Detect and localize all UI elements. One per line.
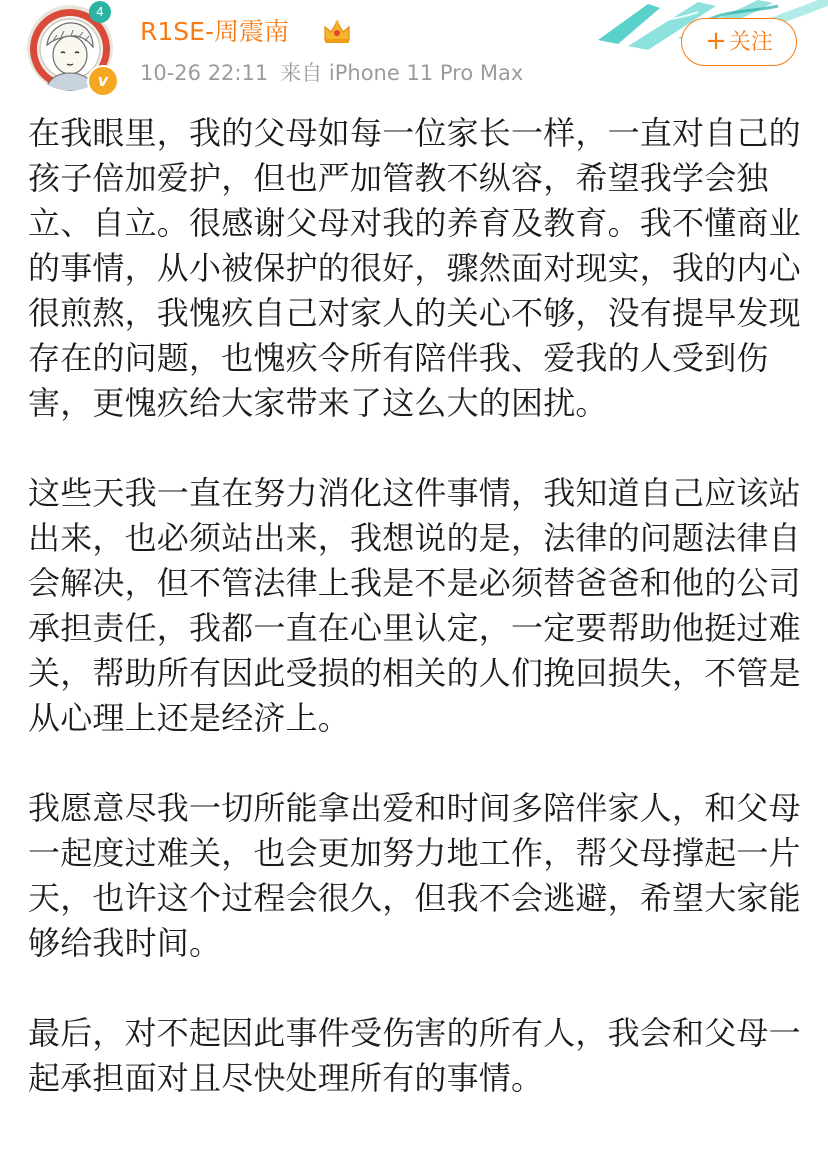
follow-button[interactable] bbox=[681, 18, 797, 66]
post-paragraph: 最后，对不起因此事件受伤害的所有人，我会和父母一起承担面对且尽快处理所有的事情。 bbox=[28, 1014, 801, 1097]
crown-icon[interactable] bbox=[322, 18, 352, 46]
post-paragraph: 这些天我一直在努力消化这件事情，我知道自己应该站出来，也必须站出来，我想说的是，法律的问题法律自会解决，但不管法律上我是不是必须替爸爸和他的公司承担责任，我都一直在心里认定，一定要帮助他挺过难关，帮助所有因此受损的相关的人们挽回损失，不管是从心理上还是经济上。 bbox=[28, 474, 801, 737]
post-meta bbox=[140, 56, 535, 90]
post-source: 来自 iPhone 11 Pro Max bbox=[280, 61, 524, 85]
verified-badge-icon: v bbox=[87, 65, 119, 97]
user-name[interactable]: R1SE-周震南 bbox=[140, 17, 289, 46]
post-header bbox=[0, 0, 828, 100]
follow-label: 关注 bbox=[728, 30, 773, 55]
number-badge-icon: 4 bbox=[89, 1, 111, 23]
post-time: 10-26 22:11 bbox=[140, 61, 269, 85]
avatar-container[interactable] bbox=[27, 5, 113, 91]
post-paragraph: 我愿意尽我一切所能拿出爱和时间多陪伴家人，和父母一起度过难关，也会更加努力地工作，帮父母撑起一片天，也许这个过程会很久，但我不会逃避，希望大家能够给我时间。 bbox=[28, 789, 801, 962]
post-paragraph: 在我眼里，我的父母如每一位家长一样，一直对自己的孩子倍加爱护，但也严加管教不纵容，希望我学会独立、自立。很感谢父母对我的养育及教育。我不懂商业的事情，从小被保护的很好，骤然面对现实，我的内心很煎熬，我愧疚自己对家人的关心不够，没有提早发现存在的问题，也愧疚令所有陪伴我、爱我的人受到伤害，更愧疚给大家带来了这么大的困扰。 bbox=[28, 114, 801, 422]
plus-icon: + bbox=[705, 26, 727, 56]
post-content bbox=[28, 111, 803, 1146]
